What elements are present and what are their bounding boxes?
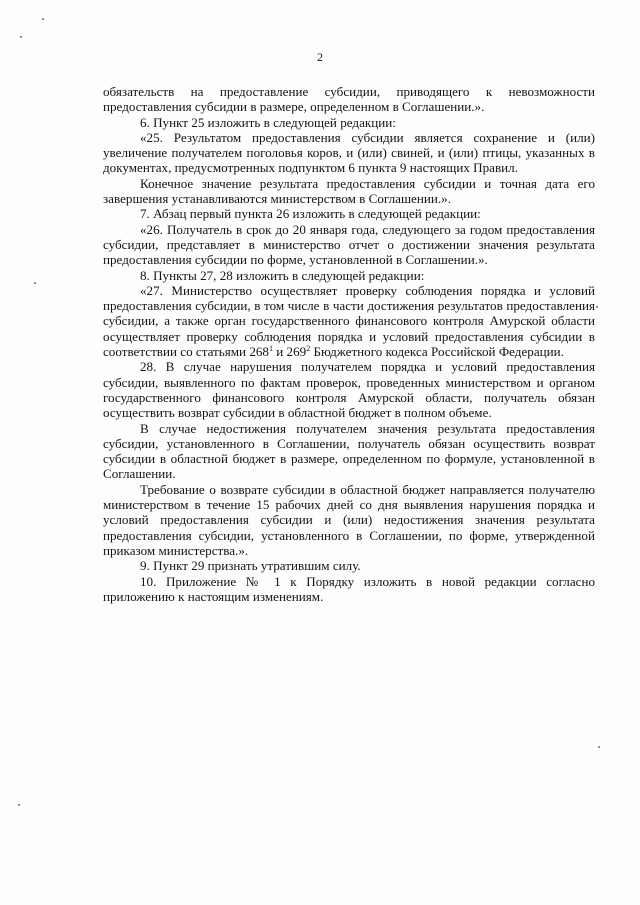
document-body xyxy=(103,84,595,604)
scan-speck xyxy=(42,18,44,20)
paragraph-clause-25: «25. Результатом предоставления субсидии является сохранение и (или) увеличение получателем поголовья коров, и (или) свиней, и (или) птицы, указанных в документах, предусмотренных подпунктом 6 пункта 9 настоящих Правил. xyxy=(103,129,595,176)
paragraph-item-7: 7. Абзац первый пункта 26 изложить в следующей редакции: xyxy=(140,206,481,222)
paragraph-clause-26: «26. Получатель в срок до 20 января года, следующего за годом предоставления субсидии, представляет в министерство отчет о достижении значения результата предоставления субсидии по форме, установленной в Соглашении.». xyxy=(103,221,595,268)
scan-speck xyxy=(20,36,22,38)
paragraph-item-10: 10. Приложение № 1 к Порядку изложить в новой редакции согласно приложению к настоящим изменениям. xyxy=(103,573,595,604)
paragraph-item-9: 9. Пункт 29 признать утратившим силу. xyxy=(140,558,361,574)
paragraph-continuation: обязательств на предоставление субсидии, приводящего к невозможности предоставления субсидии в размере, определенном в Соглашении.». xyxy=(103,84,595,115)
scan-speck xyxy=(596,306,598,308)
scan-speck xyxy=(34,282,36,284)
paragraph-clause-28: 28. В случае нарушения получателем порядка и условий предоставления субсидии, выявленного по фактам проверок, проведенных министерством и органом государственного финансового контроля Амурской области, получатель обязан осуществить возврат субсидии в областной бюджет в полном объеме. xyxy=(103,359,595,421)
paragraph-final-value: Конечное значение результата предоставления субсидии и точная дата его завершения устанавливаются министерством в Соглашении.». xyxy=(103,175,595,207)
superscript-1: 1 xyxy=(268,344,273,354)
paragraph-item-6: 6. Пункт 25 изложить в следующей редакции: xyxy=(140,114,396,130)
scan-speck xyxy=(598,746,600,748)
paragraph-clause-27 xyxy=(103,283,595,359)
page-number: 2 xyxy=(317,50,323,64)
clause-27-text-end: Бюджетного кодекса Российской Федерации. xyxy=(310,344,564,360)
superscript-2: 2 xyxy=(306,344,311,354)
paragraph-non-achievement: В случае недостижения получателем значения результата предоставления субсидии, установленного в Соглашении, получатель обязан осуществить возврат субсидии в областной бюджет в размере, определенном по формуле, установленной в Соглашении. xyxy=(103,420,595,482)
clause-27-text: «27. Министерство осуществляет проверку соблюдения порядка и условий предоставления субсидии, в том числе в части достижения результатов предоставления субсидии, а также орган государственного финансового контроля Амурской области осуществляет проверку соблюдения порядка и условий предоставления субсидии в соответствии со статьями 268 xyxy=(103,282,595,360)
clause-27-text-mid: и 269 xyxy=(272,344,307,360)
scan-speck xyxy=(18,804,20,806)
paragraph-item-8: 8. Пункты 27, 28 изложить в следующей редакции: xyxy=(140,267,425,283)
paragraph-refund-demand: Требование о возврате субсидии в областной бюджет направляется получателю министерством в течение 15 рабочих дней со дня выявления нарушения порядка и условий предоставления субсидии и (или) недостижения значения результата предоставления субсидии, установленного в Соглашении, по форме, утвержденной приказом министерства.». xyxy=(103,481,595,558)
